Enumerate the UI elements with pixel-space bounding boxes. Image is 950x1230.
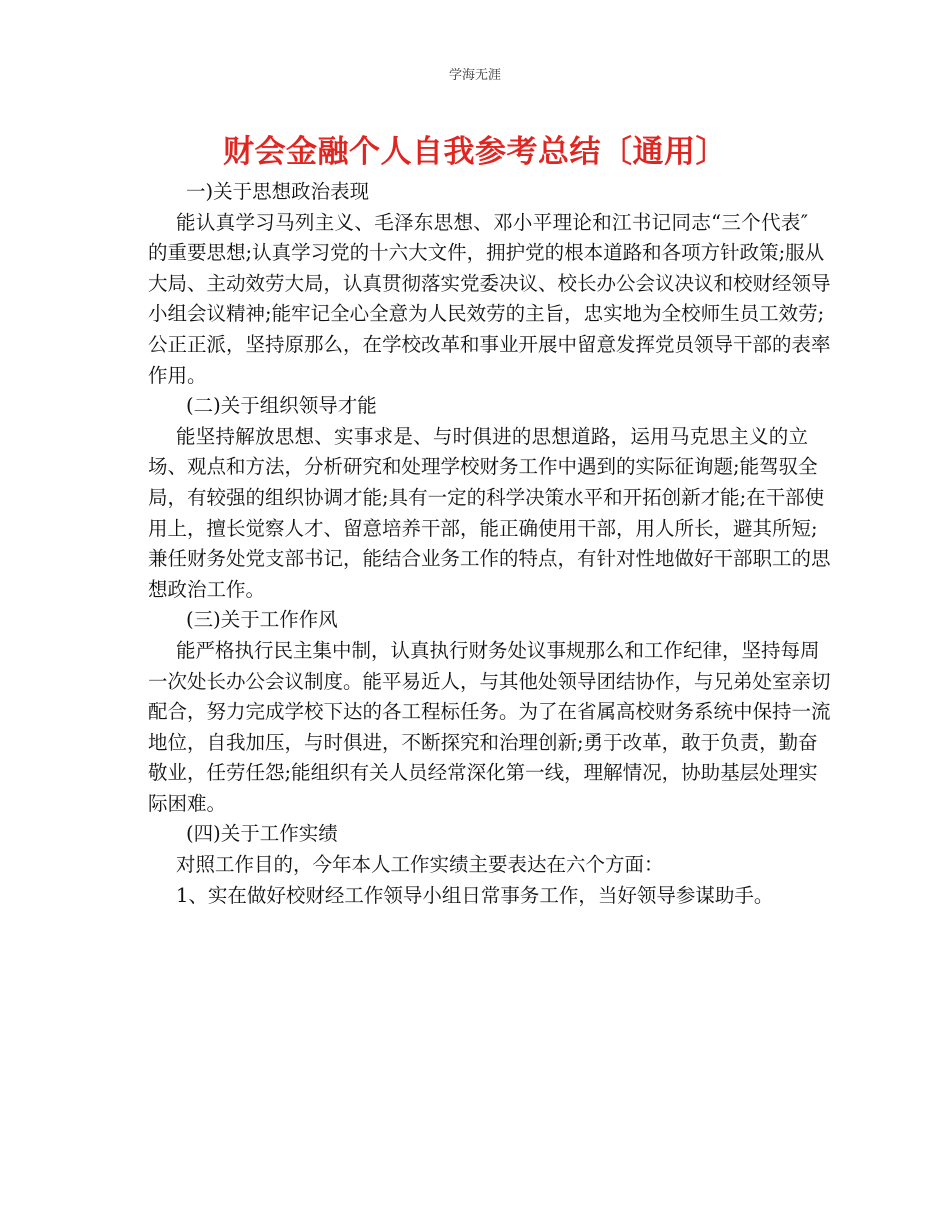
paragraph-line: 际困难。 <box>148 791 227 815</box>
paragraph-line: 兼任财务处党支部书记，能结合业务工作的特点，有针对性地做好干部职工的思 <box>148 547 831 571</box>
paragraph-line: 小组会议精神;能牢记全心全意为人民效劳的主旨，忠实地为全校师生员工效劳; <box>148 302 825 326</box>
paragraph-line: 敬业，任劳任怨;能组织有关人员经常深化第一线，理解情况，协助基层处理实 <box>148 761 818 785</box>
paragraph-line: 能坚持解放思想、实事求是、与时俱进的思想道路，运用马克思主义的立 <box>176 424 808 448</box>
paragraph-line: 对照工作目的，今年本人工作实绩主要表达在六个方面： <box>176 853 664 877</box>
section-heading-2: (二)关于组织领导才能 <box>186 394 377 418</box>
paragraph-line: 1、实在做好校财经工作领导小组日常事务工作，当好领导参谋助手。 <box>176 883 774 907</box>
paragraph-line: 的重要思想;认真学习党的十六大文件，拥护党的根本道路和各项方针政策;服从 <box>148 241 825 265</box>
paragraph-line: 能认真学习马列主义、毛泽东思想、邓小平理论和江书记同志“三个代表″ <box>176 210 808 234</box>
section-paragraph-4 <box>148 850 808 911</box>
paragraph-line: 作用。 <box>148 363 207 387</box>
paragraph-line: 公正正派，坚持原那么，在学校改革和事业开展中留意发挥党员领导干部的表率 <box>148 332 831 356</box>
section-heading-1: 一)关于思想政治表现 <box>186 180 370 203</box>
section-paragraph-3 <box>148 636 831 820</box>
section-paragraph-2 <box>148 422 831 606</box>
section-heading-4: (四)关于工作实绩 <box>186 822 338 846</box>
paragraph-line: 一次处长办公会议制度。能平易近人，与其他处领导团结协作，与兄弟处室亲切 <box>148 669 831 693</box>
section-heading-3: (三)关于工作作风 <box>186 608 338 632</box>
section-paragraph-1 <box>148 208 831 392</box>
paragraph-line: 地位，自我加压，与时俱进，不断探究和治理创新;勇于改革，敢于负责，勤奋 <box>148 730 818 754</box>
paragraph-line: 大局、主动效劳大局，认真贯彻落实党委决议、校长办公会议决议和校财经领导 <box>148 271 831 295</box>
paragraph-line: 场、观点和方法，分析研究和处理学校财务工作中遇到的实际征询题;能驾驭全 <box>148 455 818 479</box>
paragraph-line: 用上，擅长觉察人才、留意培养干部，能正确使用干部，用人所长，避其所短; <box>148 516 818 540</box>
paragraph-line: 能严格执行民主集中制，认真执行财务处议事规那么和工作纪律，坚持每周 <box>176 638 820 662</box>
document-title: 财会金融个人自我参考总结〔通用〕 <box>223 134 727 170</box>
paragraph-line: 想政治工作。 <box>148 577 266 601</box>
paragraph-line: 局，有较强的组织协调才能;具有一定的科学决策水平和开拓创新才能;在干部使 <box>148 485 825 509</box>
page-header-watermark: 学海无涯 <box>448 68 501 83</box>
paragraph-line: 配合，努力完成学校下达的各工程标任务。为了在省属高校财务系统中保持一流 <box>148 700 831 724</box>
document-body <box>148 177 831 911</box>
